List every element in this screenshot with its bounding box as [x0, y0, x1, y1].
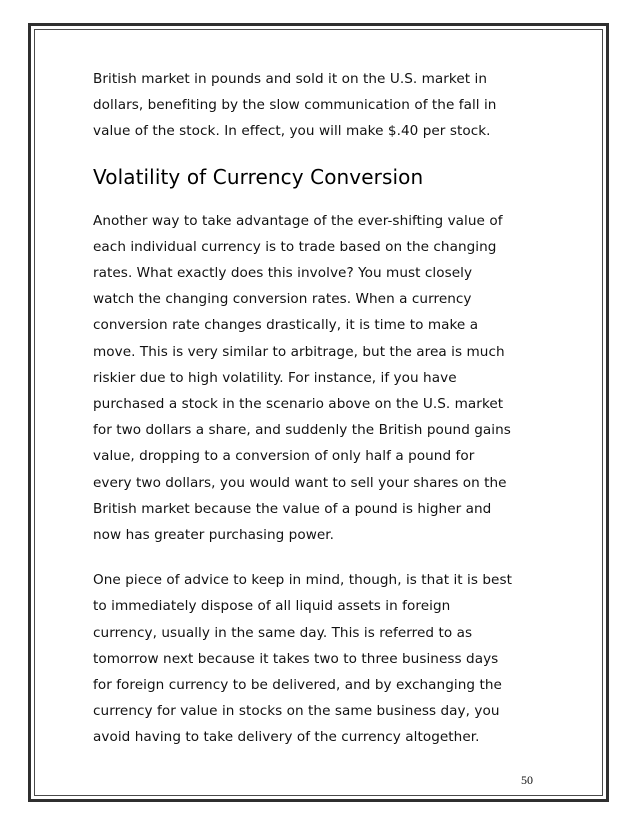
- text-line: value, dropping to a conversion of only half a pound for: [93, 448, 475, 465]
- paragraph-volatility: [93, 208, 553, 549]
- paragraph-continuation: [93, 66, 553, 145]
- text-line: dollars, benefiting by the slow communication of the fall in: [93, 97, 497, 114]
- text-line: Another way to take advantage of the ever-shifting value of: [93, 212, 503, 229]
- text-line: now has greater purchasing power.: [93, 527, 335, 544]
- text-line: One piece of advice to keep in mind, though, is that it is best: [93, 572, 512, 589]
- text-line: currency for value in stocks on the same business day, you: [93, 703, 500, 720]
- text-line: tomorrow next because it takes two to three business days: [93, 650, 499, 667]
- text-line: each individual currency is to trade based on the changing: [93, 238, 497, 255]
- text-line: currency, usually in the same day. This is referred to as: [93, 624, 473, 641]
- text-line: purchased a stock in the scenario above on the U.S. market: [93, 396, 504, 413]
- text-line: for foreign currency to be delivered, and by exchanging the: [93, 677, 502, 694]
- text-line: value of the stock. In effect, you will make $.40 per stock.: [93, 123, 491, 140]
- text-line: to immediately dispose of all liquid assets in foreign: [93, 598, 451, 615]
- text-line: every two dollars, you would want to sell your shares on the: [93, 474, 507, 491]
- text-line: conversion rate changes drastically, it is time to make a: [93, 317, 479, 334]
- text-line: avoid having to take delivery of the currency altogether.: [93, 729, 480, 746]
- text-line: watch the changing conversion rates. When a currency: [93, 291, 472, 308]
- text-line: for two dollars a share, and suddenly the British pound gains: [93, 422, 511, 439]
- section-heading: Volatility of Currency Conversion: [93, 164, 424, 189]
- text-line: British market because the value of a pound is higher and: [93, 500, 492, 517]
- text-line: move. This is very similar to arbitrage, but the area is much: [93, 343, 505, 360]
- text-line: riskier due to high volatility. For instance, if you have: [93, 369, 457, 386]
- paragraph-advice: [93, 567, 553, 750]
- page-number: 50: [521, 773, 533, 787]
- page-content: [93, 66, 553, 751]
- text-line: British market in pounds and sold it on the U.S. market in: [93, 71, 488, 87]
- text-line: rates. What exactly does this involve? You must closely: [93, 265, 473, 282]
